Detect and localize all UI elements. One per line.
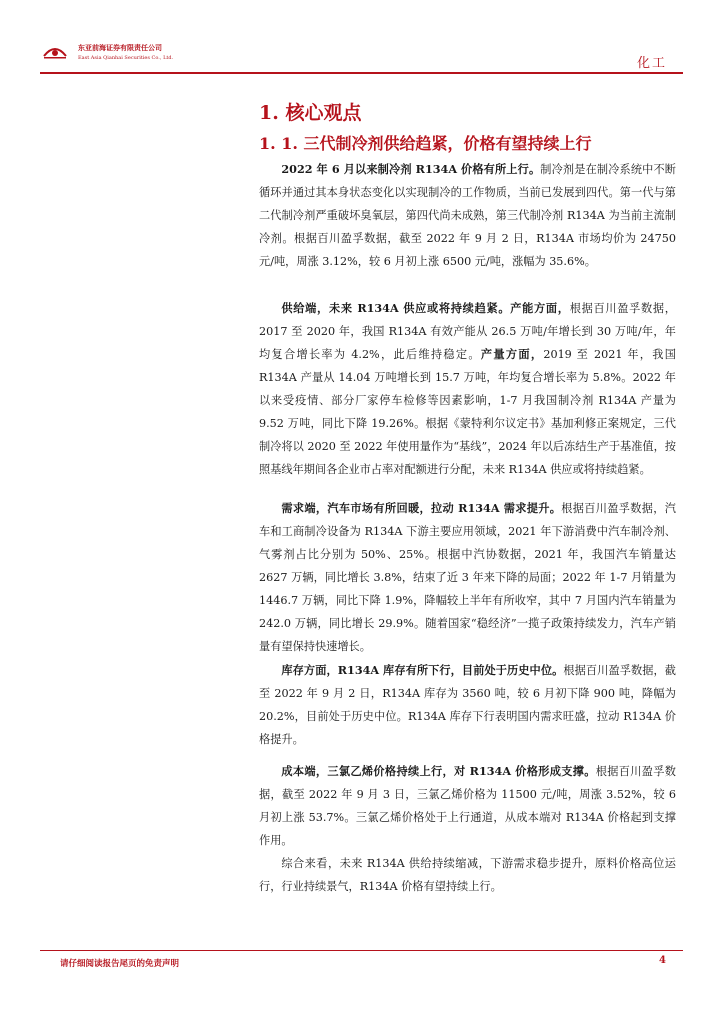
paragraph-inventory: [259, 659, 676, 751]
footer-divider: [40, 950, 683, 951]
paragraph-lead: 成本端，三氯乙烯价格持续上行，对 R134A 价格形成支撑。: [281, 764, 596, 778]
paragraph-text-2: 2019 至 2021 年，我国 R134A 产量从 14.04 万吨增长到 15.7 万吨，年均复合增长率为 5.8%。2022 年以来受疫情、部分厂家停车检修等因素影响，1-7 月我国制冷剂 R134A 产量为 9.52 万吨，同比下降 19.26%。根据《蒙特利尔议定书》基加利修正案规定，三代制冷将以 2020 至 2022 年使用量作为“基线”，2024 年以后冻结生产于基准值，按照基线年期间各企业市占率对配额进行分配，未来 R134A 供应或将持续趋紧。: [259, 348, 676, 476]
paragraph-lead: 库存方面，R134A 库存有所下行，目前处于历史中位。: [281, 663, 564, 677]
footer-disclaimer: 请仔细阅读报告尾页的免责声明: [60, 959, 180, 969]
page-header: [0, 0, 724, 80]
company-logo-icon: [42, 44, 68, 60]
section-heading: 1. 核心观点: [259, 102, 362, 124]
page-number: 4: [659, 955, 666, 966]
company-name-cn: 东亚前海证券有限责任公司: [78, 43, 162, 52]
subsection-heading: 1. 1. 三代制冷剂供给趋紧，价格有望持续上行: [259, 134, 592, 153]
paragraph-price: [259, 158, 676, 273]
paragraph-text: 根据百川盈孚数据，截至 2022 年 9 月 2 日，R134A 库存为 3560 吨，较 6 月初下降 900 吨，降幅为 20.2%，目前处于历史中位。R134A 库存下行表明国内需求旺盛，拉动 R134A 价格提升。: [259, 664, 676, 746]
paragraph-lead: 需求端，汽车市场有所回暖，拉动 R134A 需求提升。: [281, 501, 562, 515]
paragraph-lead: 2022 年 6 月以来制冷剂 R134A 价格有所上行。: [281, 162, 541, 176]
paragraph-text: 综合来看，未来 R134A 供给持续缩减，下游需求稳步提升，原料价格高位运行，行业持续景气，R134A 价格有望持续上行。: [259, 857, 676, 893]
company-name-en: East Asia Qianhai Securities Co., Ltd.: [78, 55, 174, 61]
industry-label: 化工: [636, 56, 667, 71]
paragraph-text: 根据百川盈孚数据，截至 2022 年 9 月 3 日，三氯乙烯价格为 11500 元/吨，周涨 3.52%，较 6 月初上涨 53.7%。三氯乙烯价格处于上行通道，从成本端对 R134A 价格起到支撑作用。: [259, 765, 676, 847]
paragraph-text: 根据百川盈孚数据，汽车和工商制冷设备为 R134A 下游主要应用领域，2021 年下游消费中汽车制冷剂、气雾剂占比分别为 50%、25%。根据中汽协数据，2021 年，我国汽车销量达 2627 万辆，同比增长 3.8%，结束了近 3 年来下降的局面；2022 年 1-7 月销量为 1446.7 万辆，同比下降 1.9%，降幅较上半年有所收窄，其中 7 月国内汽车销量为 242.0 万辆，同比增长 29.9%。随着国家“稳经济”一揽子政策持续发力，汽车产销量有望保持快速增长。: [259, 502, 676, 653]
header-divider: [40, 72, 683, 74]
paragraph-text: 根据百川盈孚数据，2017 至 2020 年，我国 R134A 有效产能从 26.5 万吨/年增长到 30 万吨/年，年均复合增长率为 4.2%，此后维持稳定。: [259, 302, 676, 361]
paragraph-text: 制冷剂是在制冷系统中不断循环并通过其本身状态变化以实现制冷的工作物质，当前已发展到四代。第一代与第二代制冷剂严重破坏臭氧层，第四代尚未成熟，第三代制冷剂 R134A 为当前主流制冷剂。根据百川盈孚数据，截至 2022 年 9 月 2 日，R134A 市场均价为 24750 元/吨，周涨 3.12%，较 6 月初上涨 6500 元/吨，涨幅为 35.6%。: [259, 163, 676, 268]
paragraph-supply: [259, 297, 676, 481]
paragraph-demand: [259, 497, 676, 658]
paragraph-cost: [259, 760, 676, 852]
paragraph-lead: 供给端，未来 R134A 供应或将持续趋紧。产能方面，: [281, 301, 570, 315]
paragraph-conclusion: [259, 852, 676, 898]
paragraph-lead-2: 产量方面，: [480, 347, 544, 361]
